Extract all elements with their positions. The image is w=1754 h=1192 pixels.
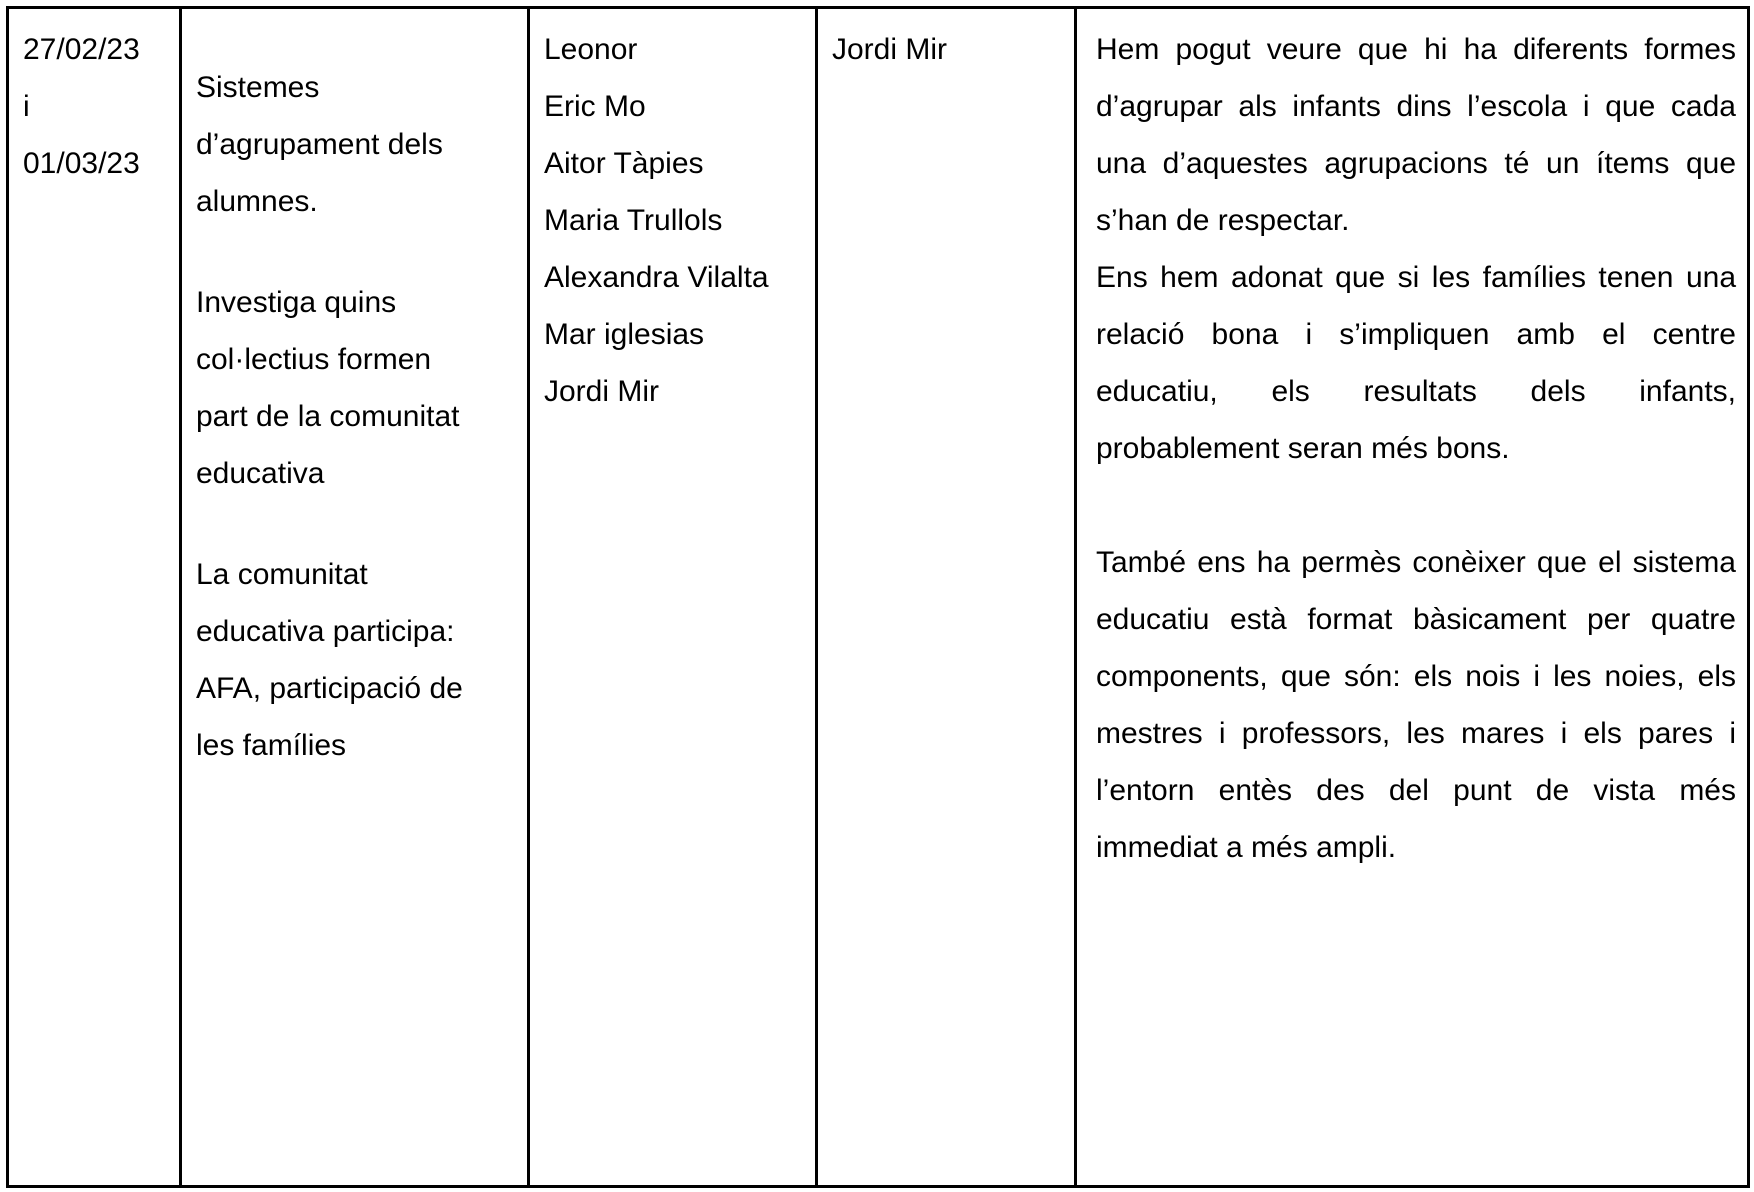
participant-name: Jordi Mir [544, 375, 660, 408]
date-cell [9, 9, 179, 1185]
participant-name: Mar iglesias [544, 318, 705, 351]
reflection-paragraph: Ens hem adonat que si les famílies tenen una relació bona i s’impliquen amb el centre educatiu, els resultats dels infants, probablement seran més bons. [1096, 261, 1736, 465]
date-start: 27/02/23 [23, 33, 140, 66]
text-line: Investiga quins [196, 286, 397, 319]
text-line: d’agrupament dels [196, 128, 443, 161]
text-line: part de la comunitat [196, 400, 460, 433]
participant-name: Eric Mo [544, 90, 646, 123]
date-connector: i [23, 90, 30, 123]
text-line: alumnes. [196, 185, 318, 218]
reflection-paragraph: Hem pogut veure que hi ha diferents formes d’agrupar als infants dins l’escola i que cada una d’aquestes agrupacions té un ítems que s’han de respectar. [1096, 33, 1736, 237]
activity-table [6, 6, 1750, 1188]
reflection-cell [1077, 9, 1747, 1185]
text-line: col·lectius formen [196, 343, 432, 376]
responsible-cell [818, 9, 1074, 1185]
text-line: les famílies [196, 729, 347, 762]
text-line: La comunitat [196, 558, 368, 591]
activity-task [196, 274, 527, 502]
date-end: 01/03/23 [23, 147, 140, 180]
text-line: Sistemes [196, 71, 320, 104]
activity-note [196, 546, 527, 774]
text-line: educativa participa: [196, 615, 455, 648]
text-line: AFA, participació de [196, 672, 463, 705]
participant-name: Alexandra Vilalta [544, 261, 769, 294]
text-line: educativa [196, 457, 325, 490]
participant-name: Aitor Tàpies [544, 147, 704, 180]
activity-cell [182, 9, 527, 1185]
activity-title [196, 59, 527, 230]
participants-cell [530, 9, 815, 1185]
participant-name: Maria Trullols [544, 204, 723, 237]
participant-name: Leonor [544, 33, 638, 66]
responsible-name: Jordi Mir [832, 33, 948, 66]
reflection-paragraph: També ens ha permès conèixer que el sistema educatiu està format bàsicament per quatre components, que són: els nois i les noies, els mestres i professors, les mares i els pares i l’entorn entès des del punt de vista més immediat a més ampli. [1096, 546, 1736, 864]
